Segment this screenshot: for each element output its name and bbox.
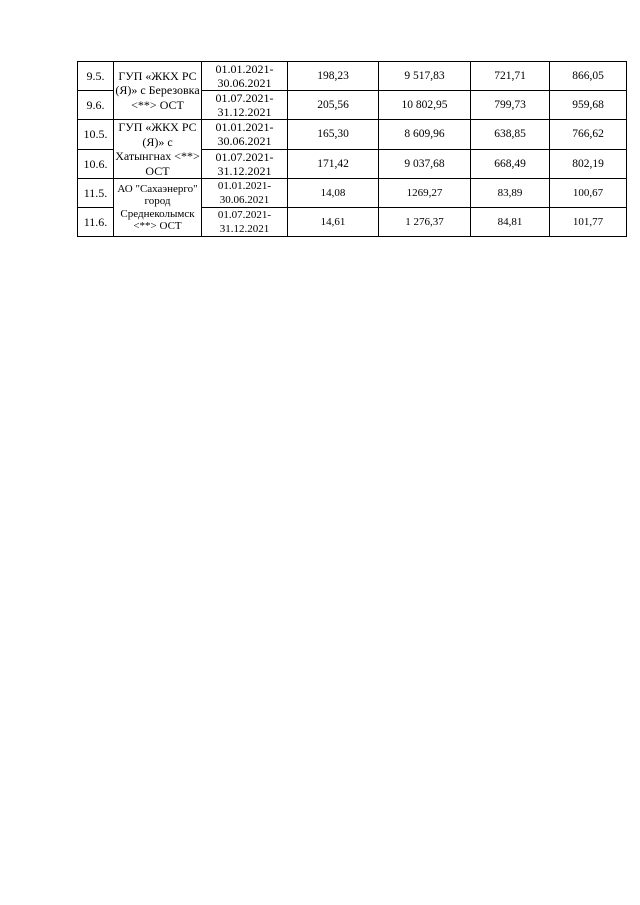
value-cell-3: 638,85 — [471, 120, 550, 150]
organization-cell: АО "Сахаэнерго" город Среднеколымск <**> ОСТ — [114, 179, 202, 237]
period-cell — [202, 179, 288, 208]
period-start: 01.07.2021- — [217, 209, 272, 221]
value-cell-2: 1 276,37 — [379, 208, 471, 237]
value-cell-4: 959,68 — [550, 91, 627, 120]
value-cell-1: 198,23 — [288, 62, 379, 91]
row-number: 9.5. — [78, 62, 114, 91]
value-cell-3: 721,71 — [471, 62, 550, 91]
tariff-table — [77, 61, 627, 237]
row-number: 10.5. — [78, 120, 114, 150]
value-cell-4: 766,62 — [550, 120, 627, 150]
period-cell — [202, 91, 288, 120]
value-cell-3: 84,81 — [471, 208, 550, 237]
value-cell-1: 171,42 — [288, 149, 379, 179]
value-cell-2: 9 517,83 — [379, 62, 471, 91]
value-cell-4: 866,05 — [550, 62, 627, 91]
value-cell-1: 14,08 — [288, 179, 379, 208]
row-number: 10.6. — [78, 149, 114, 179]
period-cell — [202, 62, 288, 91]
period-cell — [202, 208, 288, 237]
row-number: 11.6. — [78, 208, 114, 237]
table-row — [78, 62, 627, 91]
value-cell-1: 205,56 — [288, 91, 379, 120]
period-start: 01.01.2021- — [215, 62, 274, 76]
value-cell-3: 668,49 — [471, 149, 550, 179]
period-cell — [202, 149, 288, 179]
value-cell-1: 14,61 — [288, 208, 379, 237]
period-end: 31.12.2021 — [217, 163, 272, 178]
value-cell-2: 1269,27 — [379, 179, 471, 208]
value-cell-3: 83,89 — [471, 179, 550, 208]
organization-cell: ГУП «ЖКХ РС (Я)» с Хатынгнах <**> ОСТ — [115, 120, 200, 178]
value-cell-3: 799,73 — [471, 91, 550, 120]
period-end: 30.06.2021 — [219, 194, 270, 206]
value-cell-2: 10 802,95 — [379, 91, 471, 120]
table-row — [78, 179, 627, 208]
period-cell — [202, 120, 288, 150]
period-end: 31.12.2021 — [217, 105, 272, 119]
period-start: 01.07.2021- — [215, 91, 274, 105]
period-end: 31.12.2021 — [219, 223, 270, 235]
period-end: 30.06.2021 — [217, 134, 272, 149]
period-start: 01.01.2021- — [215, 120, 274, 135]
value-cell-2: 9 037,68 — [379, 149, 471, 179]
value-cell-4: 100,67 — [550, 179, 627, 208]
organization-cell: ГУП «ЖКХ РС (Я)» с Березовка <**> ОСТ — [114, 62, 202, 120]
period-end: 30.06.2021 — [217, 76, 272, 90]
value-cell-1: 165,30 — [288, 120, 379, 150]
table-row — [78, 120, 627, 150]
row-number: 9.6. — [78, 91, 114, 120]
row-number: 11.5. — [78, 179, 114, 208]
period-start: 01.01.2021- — [217, 180, 272, 192]
period-start: 01.07.2021- — [215, 149, 274, 164]
value-cell-2: 8 609,96 — [379, 120, 471, 150]
value-cell-4: 802,19 — [550, 149, 627, 179]
value-cell-4: 101,77 — [550, 208, 627, 237]
